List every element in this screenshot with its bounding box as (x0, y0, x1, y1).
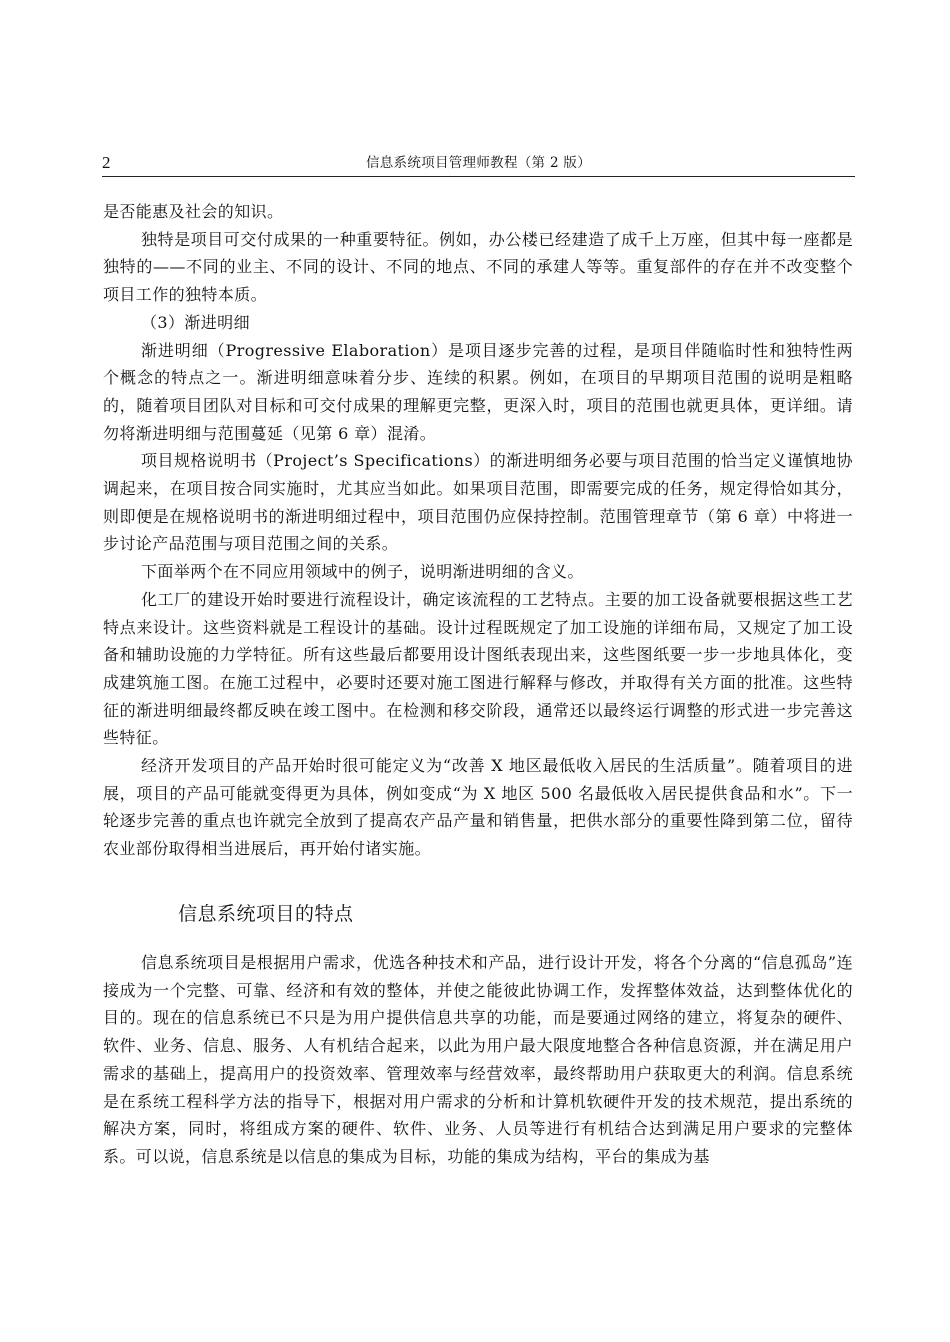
paragraph: 信息系统项目是根据用户需求，优选各种技术和产品，进行设计开发，将各个分离的“信息孤岛”连接成为一个完整、可靠、经济和有效的整体，并使之能彼此协调工作，发挥整体效益，达到整体优化的目的。现在的信息系统已不只是为用户提供信息共享的功能，而是要通过网络的建立，将复杂的硬件、软件、业务、信息、服务、人有机结合起来，以此为用户最大限度地整合各种信息资源，并在满足用户需求的基础上，提高用户的投资效率、管理效率与经营效率，最终帮助用户获取更大的利润。信息系统是在系统工程科学方法的指导下，根据对用户需求的分析和计算机软硬件开发的技术规范，提出系统的解决方案，同时，将组成方案的硬件、软件、业务、人员等进行有机结合达到满足用户要求的完整体系。可以说，信息系统是以信息的集成为目标，功能的集成为结构，平台的集成为基 (103, 953, 853, 1166)
paragraph: 下面举两个在不同应用领域中的例子，说明渐进明细的含义。 (141, 562, 584, 582)
page-number: 2 (102, 153, 111, 172)
paragraph: 项目规格说明书（Project’s Specifications）的渐进明细务必要与项目范围的恰当定义谨慎地协调起来，在项目按合同实施时，尤其应当如此。如果项目范围，即需要完成的任务，规定得恰如其分，则即便是在规格说明书的渐进明细过程中，项目范围仍应保持控制。范围管理章节（第 6 章）中将进一步讨论产品范围与项目范围之间的关系。 (103, 451, 853, 554)
paragraph: 独特是项目可交付成果的一种重要特征。例如，办公楼已经建造了成千上万座，但其中每一座都是独特的——不同的业主、不同的设计、不同的地点、不同的承建人等等。重复部件的存在并不改变整个项目工作的独特本质。 (103, 229, 853, 305)
running-title: 信息系统项目管理师教程（第 2 版） (365, 155, 592, 171)
body-text-lower (103, 949, 853, 1171)
body-text-upper (103, 198, 853, 863)
subsection-heading: （3）渐进明细 (141, 312, 250, 332)
paragraph: 是否能惠及社会的知识。 (103, 202, 284, 221)
paragraph: 渐进明细（Progressive Elaboration）是项目逐步完善的过程，是项目伴随临时性和独特性两个概念的特点之一。渐进明细意味着分步、连续的积累。例如，在项目的早期项目范围的说明是粗略的，随着项目团队对目标和可交付成果的理解更完整，更深入时，项目的范围也就更具体，更详细。请勿将渐进明细与范围蔓延（见第 6 章）混淆。 (103, 340, 853, 443)
paragraph: 经济开发项目的产品开始时很可能定义为“改善 X 地区最低收入居民的生活质量”。随着项目的进展，项目的产品可能就变得更为具体，例如变成“为 X 地区 500 名最低收入居民提供食品和水”。下一轮逐步完善的重点也许就完全放到了提高农产品产量和销售量，把供水部分的重要性降到第二位，留待农业部份取得相当进展后，再开始付诸实施。 (103, 756, 853, 859)
page-header (102, 152, 855, 177)
paragraph: 化工厂的建设开始时要进行流程设计，确定该流程的工艺特点。主要的加工设备就要根据这些工艺特点来设计。这些资料就是工程设计的基础。设计过程既规定了加工设施的详细布局，又规定了加工设备和辅助设施的力学特征。所有这些最后都要用设计图纸表现出来，这些图纸要一步一步地具体化，变成建筑施工图。在施工过程中，必要时还要对施工图进行解释与修改，并取得有关方面的批准。这些特征的渐进明细最终都反映在竣工图中。在检测和移交阶段，通常还以最终运行调整的形式进一步完善这些特征。 (103, 589, 853, 748)
section-heading: 信息系统项目的特点 (178, 903, 354, 925)
